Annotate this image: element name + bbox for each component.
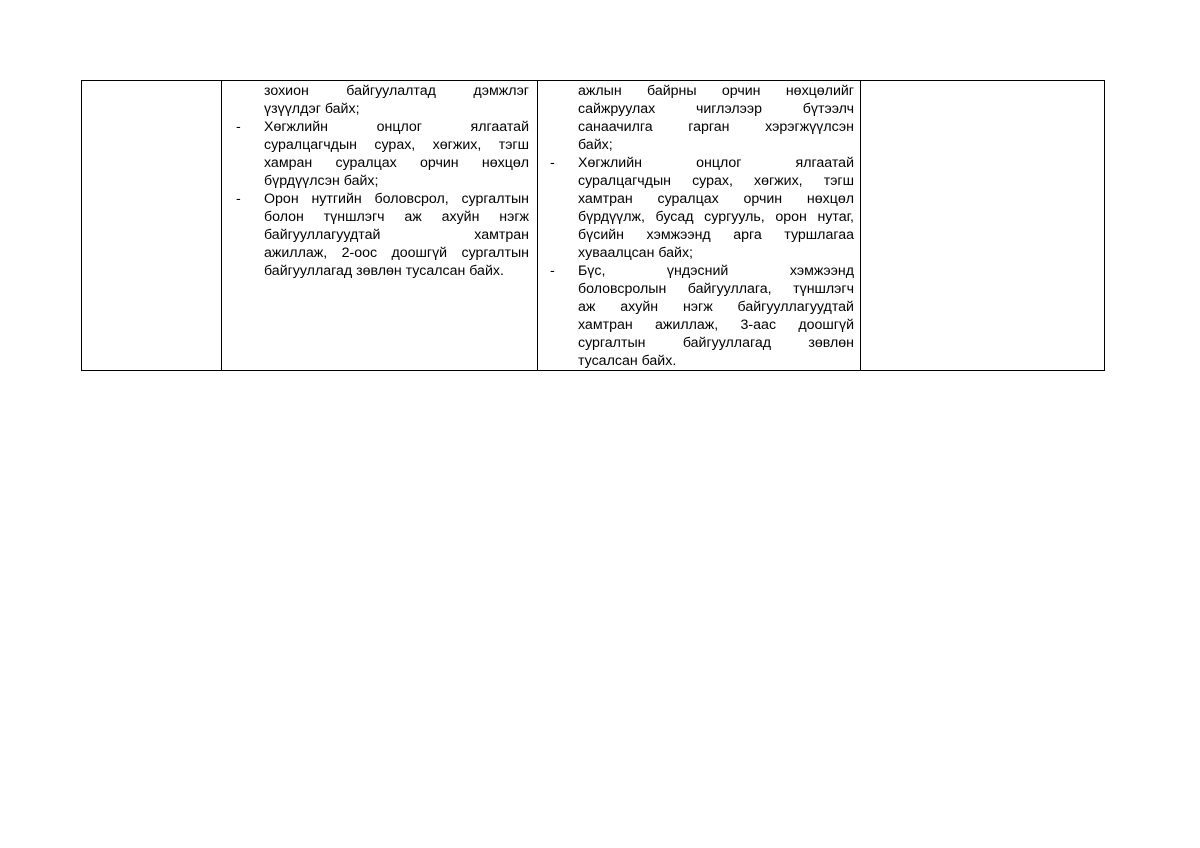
list-item — [236, 190, 529, 280]
text-line: байх; — [578, 137, 613, 153]
document-table — [81, 80, 1105, 371]
text-line: ажиллаж, 2-оос доошгүй сургалтын — [264, 245, 529, 261]
text-line: сургалтын байгууллагад зөвлөн — [578, 335, 854, 351]
bullet-dash: - — [550, 263, 555, 279]
bullet-dash: - — [236, 191, 241, 207]
text-line: санаачилга гарган хэрэгжүүлсэн — [578, 119, 854, 135]
table-cell-2 — [222, 81, 538, 371]
bullet-dash: - — [550, 155, 555, 171]
text-line: ажлын байрны орчин нөхцөлийг — [578, 83, 854, 99]
table-cell-4 — [861, 81, 1105, 371]
list-item — [550, 154, 854, 262]
list-item — [236, 118, 529, 190]
text-line: хамран суралцах орчин нөхцөл — [264, 155, 529, 171]
list-item — [550, 262, 854, 370]
table-row — [82, 81, 1105, 371]
cell-3-content — [538, 81, 860, 370]
text-line: бүсийн хэмжээнд арга туршлагаа — [578, 227, 854, 243]
text-line: суралцагчдын сурах, хөгжих, тэгш — [578, 173, 854, 189]
text-line: үзүүлдэг байх; — [264, 101, 360, 117]
text-line: суралцагчдын сурах, хөгжих, тэгш — [264, 137, 529, 153]
text-line: аж ахуйн нэгж байгууллагуудтай — [578, 299, 854, 315]
text-line: Бүс, үндэсний хэмжээнд — [578, 263, 854, 279]
text-line: хамтран суралцах орчин нөхцөл — [578, 191, 854, 207]
text-line: хуваалцсан байх; — [578, 245, 694, 261]
text-line: байгууллагуудтай хамтран — [264, 227, 529, 243]
text-line: Хөгжлийн онцлог ялгаатай — [578, 155, 854, 171]
text-line: болон түншлэгч аж ахуйн нэгж — [264, 209, 529, 225]
table-cell-3 — [538, 81, 861, 371]
table-cell-1 — [82, 81, 222, 371]
text-line: бүрдүүлсэн байх; — [264, 173, 379, 189]
text-line: хамтран ажиллаж, 3-аас доошгүй — [578, 317, 854, 333]
bullet-dash: - — [236, 119, 241, 135]
text-line: боловсролын байгууллага, түншлэгч — [578, 281, 854, 297]
text-line: Хөгжлийн онцлог ялгаатай — [264, 119, 529, 135]
text-line: зохион байгуулалтад дэмжлэг — [264, 83, 529, 99]
cell-2-content — [222, 81, 537, 280]
text-line: тусалсан байх. — [578, 353, 677, 369]
text-line: Орон нутгийн боловсрол, сургалтын — [264, 191, 529, 207]
text-line: сайжруулах чиглэлээр бүтээлч — [578, 101, 854, 117]
text-line: байгууллагад зөвлөн тусалсан байх. — [264, 263, 504, 279]
text-line: бүрдүүлж, бусад сургууль, орон нутаг, — [578, 209, 854, 225]
